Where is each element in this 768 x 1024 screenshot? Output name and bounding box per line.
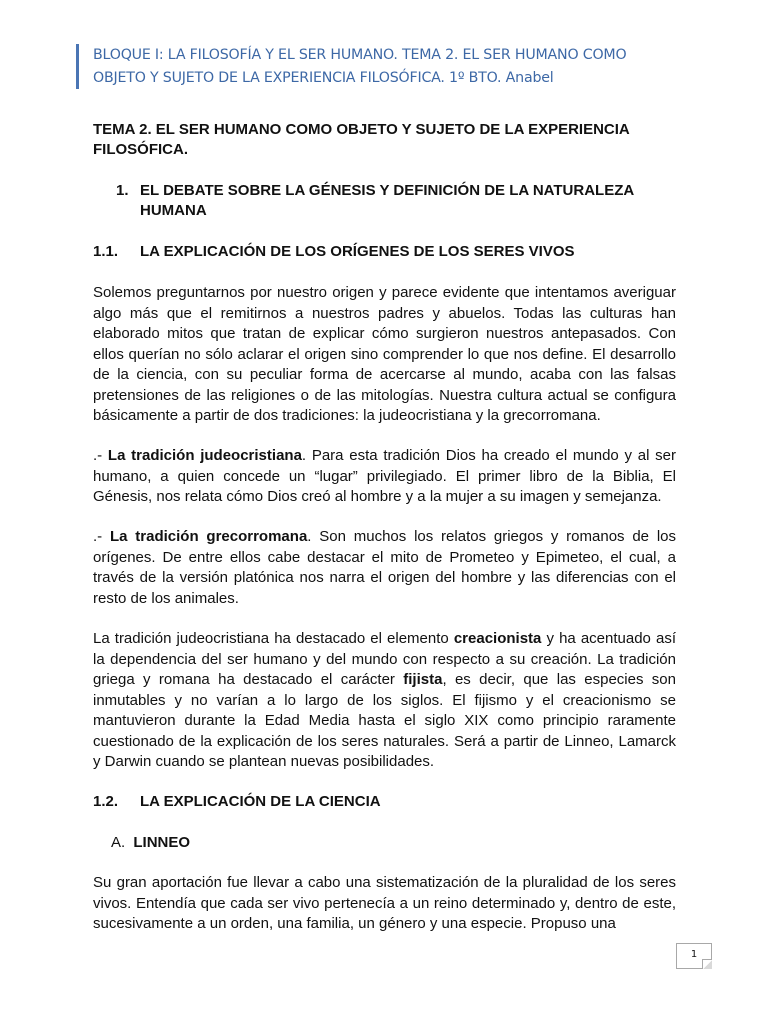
header-line-1: BLOQUE I: LA FILOSOFÍA Y EL SER HUMANO. TEMA 2. EL SER HUMANO COMO — [93, 47, 627, 63]
header-text — [93, 44, 693, 90]
page-number: 1 — [690, 949, 698, 960]
para2-bold: La tradición judeocristiana — [107, 447, 302, 464]
para3-rest: . Son muchos los relatos griegos y romanos de los orígenes. De entre ellos cabe destacar el mito de Prometeo y Epimeteo, el cual, a través de la versión platónica nos narra el origen del hombre y las diferencias con el resto de los animales. — [93, 528, 676, 607]
page-header — [76, 44, 689, 89]
para4-bold-fijista: fijista — [403, 671, 443, 688]
paragraph-grecoroman — [93, 527, 676, 609]
section-1-1-heading — [93, 242, 676, 263]
section-a-text: LINNEO — [133, 834, 191, 851]
section-1-2-number: 1.2. — [93, 793, 119, 810]
paragraph-linneo: Su gran aportación fue llevar a cabo una sistematización de la pluralidad de los seres vivos. Entendía que cada ser vivo pertenecía a un reino determinado y, dentro de este, sucesivamente a un orden, una familia, un género y una especie. Propuso una — [93, 874, 676, 932]
section-1-number: 1. — [116, 182, 129, 199]
para4-text-1: La tradición judeocristiana ha destacado el elemento — [93, 630, 454, 647]
section-a-number: A. — [111, 834, 126, 851]
paragraph-creationism — [93, 629, 676, 773]
paragraph-judeochristian — [93, 446, 676, 508]
para4-text-2: y ha acentuado así la dependencia del ser humano y del mundo con respecto a su creación. La tradición griega y romana ha destacado el carácter — [93, 630, 676, 688]
section-a-heading — [111, 833, 676, 854]
document-title: TEMA 2. EL SER HUMANO COMO OBJETO Y SUJETO DE LA EXPERIENCIA FILOSÓFICA. — [93, 121, 630, 158]
section-1-2-heading — [93, 792, 676, 813]
para3-prefix: .- — [93, 528, 110, 545]
page-number-box — [676, 943, 712, 969]
section-1-2-text: LA EXPLICACIÓN DE LA CIENCIA — [140, 793, 381, 810]
section-1-heading — [116, 181, 676, 221]
section-1-1-text: LA EXPLICACIÓN DE LOS ORÍGENES DE LOS SERES VIVOS — [140, 243, 575, 260]
paragraph-origins: Solemos preguntarnos por nuestro origen y parece evidente que intentamos averiguar algo más que el remitirnos a nuestros padres y abuelos. Todas las culturas han elaborado mitos que tratan de explicar cómo surgieron nuestros antepasados. Con ellos querían no sólo aclarar el origen sino comprender lo que nos define. El desarrollo de la ciencia, con su peculiar forma de acercarse al mundo, acaba con las falsas pretensiones de las religiones o de las mitologías. Nuestra cultura actual se configura básicamente a partir de dos tradiciones: la judeocristiana y la grecorromana. — [93, 284, 676, 424]
para3-bold: La tradición grecorromana — [109, 528, 308, 545]
para2-prefix: .- — [93, 447, 108, 464]
para2-rest: . Para esta tradición Dios ha creado el mundo y al ser humano, a quien concede un “lugar” privilegiado. El primer libro de la Biblia, El Génesis, nos relata cómo Dios creó al hombre y a la mujer a su imagen y semejanza. — [93, 447, 676, 505]
section-1-text: EL DEBATE SOBRE LA GÉNESIS Y DEFINICIÓN DE LA NATURALEZA HUMANA — [140, 182, 634, 219]
page-fold-icon — [702, 959, 712, 969]
para4-bold-creacionista: creacionista — [453, 630, 542, 647]
para4-text-3: , es decir, que las especies son inmutables y no varían a lo largo de los siglos. El fijismo y el creacionismo se mantuvieron durante la Edad Media hasta el siglo XIX como principio raramente cuestionado de la explicación de los seres naturales. Será a partir de Linneo, Lamarck y Darwin cuando se plantean nuevas posibilidades. — [93, 671, 676, 770]
header-line-2: OBJETO Y SUJETO DE LA EXPERIENCIA FILOSÓFICA. 1º BTO. Anabel — [93, 70, 554, 86]
section-1-1-number: 1.1. — [93, 243, 119, 260]
